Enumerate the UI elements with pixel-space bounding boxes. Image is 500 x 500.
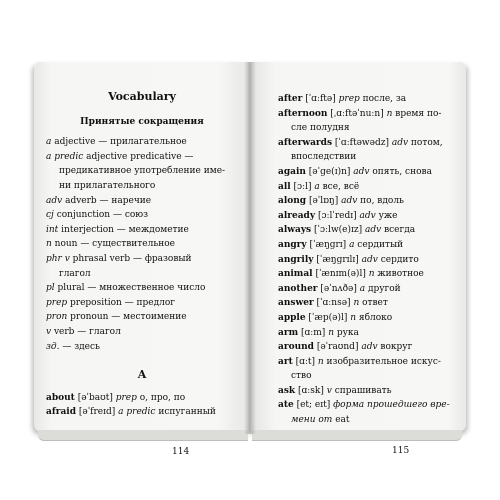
- dictionary-entry: [278, 223, 460, 238]
- entry-word: along: [278, 196, 307, 207]
- vocabulary-title: Vocabulary: [108, 90, 176, 103]
- entry-word: ask: [278, 385, 296, 396]
- entry-part-of-speech: adv: [364, 225, 382, 236]
- entry-part-of-speech: adv: [361, 342, 378, 353]
- entry-meaning: eat: [332, 415, 350, 426]
- dictionary-entry: [278, 326, 460, 341]
- entry-transcription: [ˈɑːftəwədz]: [332, 137, 392, 148]
- abbreviation-term: phr v: [46, 253, 70, 264]
- entry-meaning: после, за: [359, 94, 407, 104]
- entry-meaning: изобразительное искус-: [323, 356, 441, 367]
- entry-word: again: [278, 166, 306, 177]
- dictionary-entry: [278, 107, 460, 122]
- abbreviation-term: pron: [46, 312, 68, 323]
- dictionary-entry: [278, 92, 460, 107]
- right-page-edge: [252, 430, 462, 441]
- entry-part-of-speech: форма прошедшего вре-: [333, 400, 450, 411]
- entry-meaning: рука: [333, 327, 359, 338]
- entry-meaning: испуганный: [155, 407, 216, 418]
- abbreviation-term: cj: [46, 210, 54, 221]
- abbreviation-term: зд.: [46, 341, 60, 352]
- entry-part-of-speech: n: [350, 312, 357, 323]
- abbreviation-term: prep: [46, 297, 68, 308]
- entry-word: apple: [278, 312, 306, 323]
- entry-word: animal: [278, 269, 313, 280]
- dictionary-entry: [278, 136, 460, 151]
- dictionary-entry: [278, 150, 460, 165]
- entry-meaning: ство: [291, 371, 312, 382]
- abbreviation-line: [46, 281, 238, 296]
- entry-meaning: опять, снова: [369, 166, 432, 177]
- dictionary-entry: [278, 311, 460, 326]
- entry-meaning: впоследствии: [291, 152, 357, 163]
- entry-meaning: животное: [374, 269, 424, 280]
- entry-word: already: [278, 210, 316, 221]
- entry-part-of-speech: n: [317, 356, 324, 367]
- dictionary-entry: [278, 355, 460, 370]
- abbreviation-term: adv: [46, 195, 63, 206]
- abbreviation-definition: adjective predicative —: [83, 151, 194, 162]
- entry-transcription: [əˈbaʊt]: [74, 392, 116, 403]
- entry-word: angry: [278, 239, 307, 250]
- abbreviation-line: [46, 223, 238, 238]
- abbreviation-definition: pronoun — местоимение: [67, 312, 187, 323]
- abbreviation-line: [46, 237, 238, 252]
- entry-word: arm: [278, 327, 299, 338]
- abbreviation-line: [46, 296, 238, 311]
- entry-word: angrily: [278, 254, 314, 265]
- entry-transcription: [əˈraʊnd]: [313, 342, 362, 353]
- entry-word: always: [278, 225, 312, 236]
- entry-meaning: другой: [365, 283, 401, 294]
- entry-transcription: [ɑːsk]: [295, 385, 327, 396]
- abbreviation-definition: verb — глагол: [51, 326, 121, 337]
- entry-part-of-speech: v: [326, 385, 332, 396]
- entry-transcription: [ɑːm]: [298, 327, 329, 338]
- entry-part-of-speech: a: [359, 283, 366, 294]
- dictionary-entry: [278, 238, 460, 253]
- entry-part-of-speech: n: [353, 298, 360, 309]
- abbreviation-line: [46, 135, 238, 150]
- dictionary-entry: [278, 384, 460, 399]
- entry-meaning: ответ: [359, 298, 388, 309]
- section-letter: A: [137, 368, 147, 382]
- abbreviations-list: [46, 135, 238, 354]
- entry-meaning: все, всё: [319, 181, 360, 192]
- abbreviation-line: [46, 208, 238, 223]
- entry-transcription: [əˈlɒŋ]: [306, 196, 342, 207]
- entry-part-of-speech: n: [368, 269, 375, 280]
- abbreviation-line: [46, 194, 238, 209]
- dictionary-entry: [46, 405, 238, 420]
- abbreviation-line: [46, 267, 238, 282]
- dictionary-entry: [278, 209, 460, 224]
- entry-meaning: всегда: [381, 225, 416, 236]
- entry-meaning: спрашивать: [331, 385, 392, 396]
- abbreviation-line: [46, 179, 238, 194]
- entry-meaning: потом,: [408, 137, 443, 148]
- entry-meaning: сердитый: [354, 239, 404, 250]
- entry-word: afraid: [46, 407, 76, 418]
- left-entries-list: [46, 391, 238, 420]
- entry-part-of-speech: prep: [115, 392, 137, 403]
- entry-transcription: [et; eɪt]: [293, 400, 334, 411]
- entry-meaning: уже: [375, 210, 398, 221]
- abbreviation-term: a predic: [46, 151, 84, 162]
- entry-part-of-speech: prep: [338, 94, 360, 104]
- entry-word: afterwards: [278, 137, 333, 148]
- dictionary-entry: [278, 282, 460, 297]
- abbreviation-line: [46, 252, 238, 267]
- entry-transcription: [ɔːlˈredɪ]: [315, 210, 360, 221]
- dictionary-entry: [278, 180, 460, 195]
- entry-transcription: [ˈɑːftə]: [302, 94, 339, 104]
- entry-part-of-speech: a: [314, 181, 320, 192]
- dictionary-entry: [278, 413, 460, 428]
- entry-meaning: по, вдоль: [357, 196, 404, 207]
- page-number-right: 115: [392, 446, 410, 456]
- entry-word: ate: [278, 400, 294, 411]
- dictionary-entry: [278, 340, 460, 355]
- entry-transcription: [ˌɑːftəˈnuːn]: [327, 108, 387, 119]
- entry-part-of-speech: adv: [361, 254, 378, 265]
- entry-meaning: о, про, по: [136, 392, 186, 403]
- entry-transcription: [əˈnʌðə]: [317, 283, 360, 294]
- abbreviation-term: a: [46, 137, 52, 148]
- page-number-left: 114: [172, 447, 190, 457]
- entry-word: after: [278, 94, 303, 104]
- abbreviation-definition: — здесь: [59, 341, 100, 352]
- dictionary-entry: [278, 398, 460, 413]
- entry-meaning: сердито: [377, 254, 419, 265]
- entry-meaning: сле полудня: [291, 123, 350, 134]
- entry-meaning: вокруг: [377, 342, 413, 353]
- abbreviation-line: [46, 150, 238, 165]
- dictionary-entry: [278, 296, 460, 311]
- book-spine: [244, 62, 256, 434]
- abbreviation-term: n: [46, 239, 52, 250]
- entry-word: another: [278, 283, 318, 294]
- entry-word: around: [278, 342, 314, 353]
- entry-transcription: [ˈɔːlw(e)ɪz]: [311, 225, 365, 236]
- abbreviation-definition: глагол: [59, 268, 91, 279]
- dictionary-entry: [278, 369, 460, 384]
- entry-part-of-speech: adv: [359, 210, 376, 221]
- abbreviation-line: [46, 164, 238, 179]
- abbreviation-definition: interjection — междометие: [58, 224, 189, 235]
- left-page-content: [46, 90, 238, 420]
- abbreviation-line: [46, 340, 238, 355]
- entry-part-of-speech: n: [328, 327, 334, 338]
- abbreviation-definition: conjunction — союз: [53, 210, 149, 221]
- dictionary-entry: [46, 391, 238, 406]
- entry-transcription: [ˈɑːnsə]: [313, 298, 354, 309]
- entry-part-of-speech: n: [386, 108, 393, 119]
- entry-transcription: [əˈge(ɪ)n]: [305, 166, 354, 177]
- entry-transcription: [ˈæŋgrɪlɪ]: [313, 254, 362, 265]
- entry-part-of-speech: мени от: [291, 415, 333, 426]
- entry-part-of-speech: adv: [341, 196, 358, 207]
- entry-word: about: [46, 392, 75, 403]
- entry-transcription: [ˈæp(ə)l]: [305, 312, 351, 323]
- entry-part-of-speech: a predic: [118, 407, 156, 418]
- abbreviation-line: [46, 325, 238, 340]
- entry-part-of-speech: adv: [353, 166, 370, 177]
- abbreviation-definition: phrasal verb — фразовый: [69, 253, 192, 264]
- entry-meaning: время по-: [392, 108, 442, 119]
- right-entries-list: [278, 92, 460, 428]
- abbreviation-definition: adverb — наречие: [62, 195, 152, 206]
- entry-transcription: [ɑːt]: [292, 356, 318, 367]
- open-book: [34, 62, 466, 457]
- abbreviations-title: Принятые сокращения: [80, 116, 204, 127]
- abbreviation-definition: preposition — предлог: [67, 297, 175, 308]
- abbreviation-definition: ни прилагательного: [59, 180, 156, 191]
- dictionary-entry: [278, 253, 460, 268]
- entry-transcription: [ɔːl]: [290, 181, 315, 192]
- abbreviation-term: pl: [46, 283, 55, 294]
- abbreviation-term: int: [46, 224, 59, 235]
- entry-word: all: [278, 181, 291, 192]
- entry-word: afternoon: [278, 108, 328, 119]
- dictionary-entry: [278, 165, 460, 180]
- dictionary-entry: [278, 121, 460, 136]
- dictionary-entry: [278, 194, 460, 209]
- abbreviation-definition: noun — существительное: [51, 239, 175, 250]
- entry-word: art: [278, 356, 293, 367]
- dictionary-entry: [278, 267, 460, 282]
- entry-part-of-speech: adv: [391, 137, 409, 148]
- entry-transcription: [ˈænɪm(ə)l]: [312, 269, 369, 280]
- entry-transcription: [ˈæŋgrɪ]: [306, 239, 350, 250]
- entry-transcription: [əˈfreɪd]: [76, 407, 119, 418]
- left-page-edge: [38, 430, 248, 441]
- entry-word: answer: [278, 298, 314, 309]
- abbreviation-definition: предикативное употребление име-: [59, 166, 226, 177]
- abbreviation-term: v: [46, 326, 52, 337]
- right-page-content: [278, 92, 460, 428]
- entry-meaning: яблоко: [356, 312, 393, 323]
- entry-part-of-speech: a: [349, 239, 355, 250]
- abbreviation-line: [46, 310, 238, 325]
- abbreviation-definition: plural — множественное число: [54, 283, 206, 294]
- abbreviation-definition: adjective — прилагательное: [51, 137, 187, 148]
